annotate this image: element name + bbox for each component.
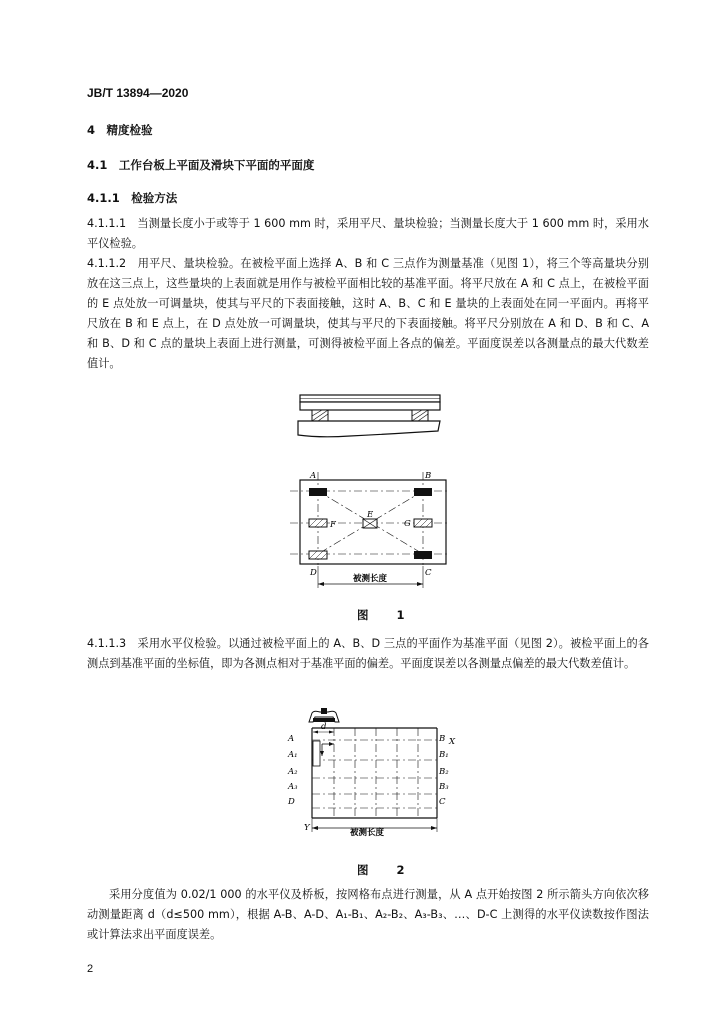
page-number: 2 [87, 963, 94, 975]
figure-2-grid-diagram [282, 704, 462, 840]
fig2-right-label: B [439, 734, 446, 744]
section-4-1-1-heading: 4.1.1 检验方法 [87, 191, 178, 205]
figure-1-caption: 图 1 [357, 608, 417, 622]
fig1-label-c: C [425, 568, 432, 578]
fig1-label-f: F [330, 520, 336, 530]
fig2-dimension-label: 被测长度 [350, 828, 385, 838]
fig2-left-label: A [288, 734, 295, 744]
fig2-left-label: A₃ [288, 782, 298, 792]
fig2-left-label: A₂ [288, 767, 298, 777]
figure-1-side-view [290, 390, 450, 446]
fig2-right-label: B₃ [439, 782, 449, 792]
fig2-x-axis-label: X [449, 737, 456, 747]
fig2-right-label: C [439, 797, 446, 807]
fig2-right-labels [438, 734, 449, 807]
paragraph-4-1-1-3: 4.1.1.3 采用水平仪检验。以通过被检平面上的 A、B、D 三点的平面作为基准平面（见图 2）。被检平面上的各测点到基准平面的坐标值，即为各测点相对于基准平面的偏差。平面度误差以各测量点偏差的最大代数差值计。 [87, 637, 649, 670]
section-4-1-heading: 4.1 工作台板上平面及滑块下平面的平面度 [87, 158, 315, 172]
section-4-heading: 4 精度检验 [87, 123, 153, 137]
paragraph-4-1-1-2: 4.1.1.2 用平尺、量块检验。在被检平面上选择 A、B 和 C 三点作为测量基准（见图 1），将三个等高量块分别放在这三点上，这些量块的上表面就是用作与被检平面相比较的基准平面。将平尺放在 A 和 C 点上，在被检平面的 E 点处放一可调量块，使其与平尺的下表面接触，这时 A、B、C 和 E 量块的上表面处在同一平面内。再将平尺放在 B 和 E 点上，在 D 点处放一可调量块，使其与平尺的下表面接触。将平尺分别放在 A 和 D、B 和 C、A 和 B、D 和 C 点的量块上表面上进行测量，可测得被检平面上各点的偏差。平面度误差以各测量点的最大代数差值计。 [87, 257, 649, 370]
fig2-y-axis-label: Y [304, 823, 310, 833]
fig1-label-e: E [367, 510, 374, 520]
fig1-label-b: B [425, 471, 432, 481]
fig1-label-d: D [310, 568, 317, 578]
fig1-dimension-label: 被测长度 [353, 574, 388, 584]
paragraph-4-1-1-1: 4.1.1.1 当测量长度小于或等于 1 600 mm 时，采用平尺、量块检验；当测量长度大于 1 600 mm 时，采用水平仪检验。 [87, 217, 649, 250]
paragraph-level-method: 采用分度值为 0.02/1 000 的水平仪及桥板，按网格布点进行测量，从 A 点开始按图 2 所示箭头方向依次移动测量距离 d（d≤500 mm），根据 A-B、A-D、A₁-B₁、A₂-B₂、A₃-B₃、…、D-C 上测得的水平仪读数按作图法或计算法求出平面度误差。 [87, 888, 649, 941]
fig2-left-label: A₁ [288, 750, 298, 760]
fig2-right-label: B₁ [439, 750, 449, 760]
fig2-left-label: D [288, 797, 295, 807]
standard-number: JB/T 13894—2020 [87, 86, 189, 100]
fig2-d-label: d [321, 722, 327, 732]
figure-2-caption: 图 2 [357, 863, 417, 877]
fig2-left-labels [287, 734, 298, 807]
fig2-right-label: B₂ [439, 767, 449, 777]
fig1-label-a: A [310, 471, 317, 481]
figure-1-plan-view [288, 468, 454, 596]
fig1-label-g: G [404, 519, 411, 529]
